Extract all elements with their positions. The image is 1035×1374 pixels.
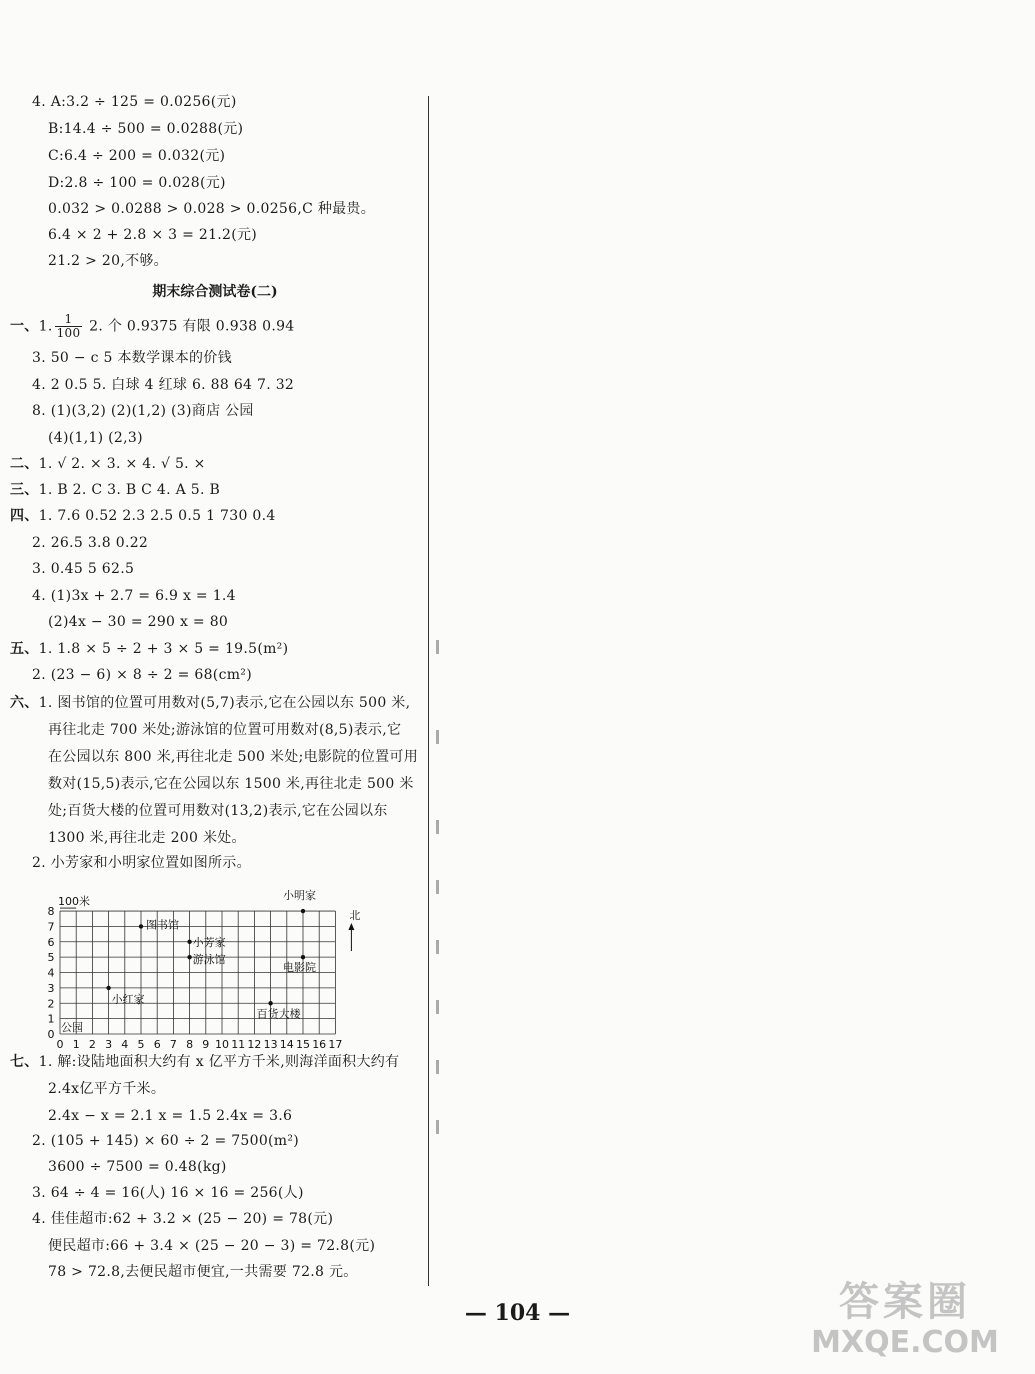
fraction <box>55 313 83 340</box>
x-tick-label: 3 <box>105 1038 113 1051</box>
data-point <box>187 940 191 944</box>
x-tick-label: 14 <box>279 1038 294 1051</box>
x-tick-label: 12 <box>247 1038 262 1051</box>
x-tick-label: 2 <box>88 1038 96 1051</box>
data-point-label: 百货大楼 <box>256 1007 301 1021</box>
answer-line: 4. (1)3x + 2.7 = 6.9 x = 1.4 <box>32 588 236 604</box>
section-6-label: 六、 <box>10 695 39 711</box>
data-point <box>106 986 110 990</box>
x-tick-label: 7 <box>169 1038 177 1051</box>
answer-line: 8. (1)(3,2) (2)(1,2) (3)商店 公园 <box>32 403 254 419</box>
answer-line: 2. (105 + 145) × 60 ÷ 2 = 7500(m²) <box>32 1133 300 1149</box>
north-label: 北 <box>349 909 361 923</box>
y-tick-label: 4 <box>47 966 55 980</box>
data-point <box>268 1001 272 1005</box>
x-tick-label: 16 <box>312 1038 327 1051</box>
data-point-label: 小明家 <box>283 889 316 903</box>
answer-line: 78 > 72.8,去便民超市便宜,一共需要 72.8 元。 <box>48 1264 358 1280</box>
answer-line: 4. 2 0.5 5. 白球 4 红球 6. 88 64 7. 32 <box>32 377 295 393</box>
y-tick-label: 2 <box>47 997 55 1011</box>
answer-line: (2)4x − 30 = 290 x = 80 <box>48 614 229 630</box>
answer-text: 1. 7.6 0.52 2.3 2.5 0.5 1 730 0.4 <box>38 508 276 524</box>
data-point-label: 游泳馆 <box>192 953 226 967</box>
page-number: — 104 — <box>464 1300 571 1326</box>
answer-line: 再往北走 700 米处;游泳馆的位置可用数对(8,5)表示,它 <box>48 722 402 738</box>
answer-text: 1. 1.8 × 5 ÷ 2 + 3 × 5 = 19.5(m²) <box>38 641 289 657</box>
answer-line: 2.4x亿平方千米。 <box>48 1081 166 1097</box>
answer-text: 1. 解:设陆地面积大约有 x 亿平方千米,则海洋面积大约有 <box>38 1054 400 1070</box>
fraction-numerator: 1 <box>55 313 83 327</box>
watermark-cn: 答案圈 <box>839 1279 971 1325</box>
section-5-label: 五、 <box>10 641 39 657</box>
data-point-label: 电影院 <box>283 961 316 975</box>
prev-answer-line: 4. A:3.2 ÷ 125 = 0.0256(元) <box>32 94 237 110</box>
y-tick-label: 1 <box>47 1012 55 1026</box>
watermark-logo <box>805 1278 1005 1360</box>
x-tick-label: 15 <box>296 1038 310 1051</box>
y-tick-label: 5 <box>47 951 55 965</box>
data-point-label: 公园 <box>61 1021 83 1034</box>
x-tick-label: 9 <box>202 1038 210 1051</box>
prev-answer-line: B:14.4 ÷ 500 = 0.0288(元) <box>48 121 244 137</box>
section-2-line <box>10 454 206 474</box>
answer-line: 数对(15,5)表示,它在公园以东 1500 米,再往北走 500 米 <box>48 776 414 792</box>
x-tick-label: 4 <box>121 1038 129 1051</box>
x-tick-label: 17 <box>328 1038 343 1051</box>
y-tick-label: 6 <box>47 935 55 949</box>
section-5-line-1 <box>10 639 288 659</box>
y-tick-label: 3 <box>47 981 55 995</box>
data-point <box>301 955 305 959</box>
answer-text: 1. √ 2. × 3. × 4. √ 5. × <box>38 456 206 472</box>
answer-text: 1. 图书馆的位置可用数对(5,7)表示,它在公园以东 500 米, <box>38 695 411 711</box>
section-1-label: 一、 <box>10 318 39 335</box>
x-tick-label: 6 <box>153 1038 161 1051</box>
answer-line: 3. 0.45 5 62.5 <box>32 561 135 577</box>
exam-title: 期末综合测试卷(二) <box>152 284 278 300</box>
answer-line: 3600 ÷ 7500 = 0.48(kg) <box>48 1159 227 1175</box>
section-7-label: 七、 <box>10 1054 39 1070</box>
answer-line: 处;百货大楼的位置可用数对(13,2)表示,它在公园以东 <box>48 803 388 819</box>
section-1-line-1 <box>10 313 295 340</box>
x-tick-label: 5 <box>137 1038 145 1051</box>
data-point <box>187 955 191 959</box>
prev-answer-line: 0.032 > 0.0288 > 0.028 > 0.0256,C 种最贵。 <box>48 201 376 217</box>
answer-line: 2. 26.5 3.8 0.22 <box>32 535 149 551</box>
prev-answer-line: 6.4 × 2 + 2.8 × 3 = 21.2(元) <box>48 227 258 243</box>
answer-line: 在公园以东 800 米,再往北走 500 米处;电影院的位置可用 <box>48 749 419 765</box>
x-tick-label: 0 <box>56 1038 64 1051</box>
section-6-line-1 <box>10 693 410 713</box>
answer-line: 3. 64 ÷ 4 = 16(人) 16 × 16 = 256(人) <box>32 1185 304 1201</box>
grid-svg <box>44 874 364 1074</box>
y-tick-label: 7 <box>47 920 55 934</box>
scale-label: 100米 <box>58 895 90 909</box>
answer-line: 1300 米,再往北走 200 米处。 <box>48 830 246 846</box>
answer-line: 2. (23 − 6) × 8 ÷ 2 = 68(cm²) <box>32 667 252 683</box>
section-4-label: 四、 <box>10 508 39 524</box>
coordinate-grid-chart <box>44 874 364 1078</box>
section-3-line <box>10 480 220 500</box>
answer-line: 2. 小芳家和小明家位置如图所示。 <box>32 855 251 871</box>
y-tick-label: 8 <box>47 905 55 919</box>
faint-margin-marks <box>436 640 456 1160</box>
data-point <box>301 909 305 913</box>
data-point-label: 图书馆 <box>146 918 179 932</box>
answer-text: 2. 个 0.9375 有限 0.938 0.94 <box>89 318 295 335</box>
answer-line: (4)(1,1) (2,3) <box>48 430 143 446</box>
data-point-label: 小芳家 <box>192 935 226 949</box>
north-arrow-head <box>348 923 354 930</box>
prev-answer-line: C:6.4 ÷ 200 = 0.032(元) <box>48 148 226 164</box>
answer-text: 1. B 2. C 3. B C 4. A 5. B <box>38 482 221 498</box>
x-tick-label: 10 <box>215 1038 229 1051</box>
section-2-label: 二、 <box>10 456 39 472</box>
x-tick-label: 8 <box>186 1038 194 1051</box>
x-tick-label: 11 <box>231 1038 246 1051</box>
prev-answer-line: D:2.8 ÷ 100 = 0.028(元) <box>48 175 226 191</box>
y-tick-label: 0 <box>47 1028 55 1041</box>
section-4-line-1 <box>10 506 276 526</box>
item-number: 1. <box>38 318 53 335</box>
answer-line: 2.4x − x = 2.1 x = 1.5 2.4x = 3.6 <box>48 1108 293 1124</box>
data-point-label: 小红家 <box>111 992 145 1006</box>
watermark-en: MXQE.COM <box>811 1325 999 1360</box>
answer-line: 3. 50 − c 5 本数学课本的价钱 <box>32 350 232 366</box>
data-point <box>139 924 143 928</box>
answer-line: 4. 佳佳超市:62 + 3.2 × (25 − 20) = 78(元) <box>32 1211 334 1227</box>
section-3-label: 三、 <box>10 482 39 498</box>
x-tick-label: 1 <box>72 1038 80 1051</box>
column-divider <box>428 96 429 1286</box>
fraction-denominator: 100 <box>56 326 81 340</box>
answer-line: 便民超市:66 + 3.4 × (25 − 20 − 3) = 72.8(元) <box>48 1238 376 1254</box>
prev-answer-line: 21.2 > 20,不够。 <box>48 253 168 269</box>
x-tick-label: 13 <box>263 1038 278 1051</box>
